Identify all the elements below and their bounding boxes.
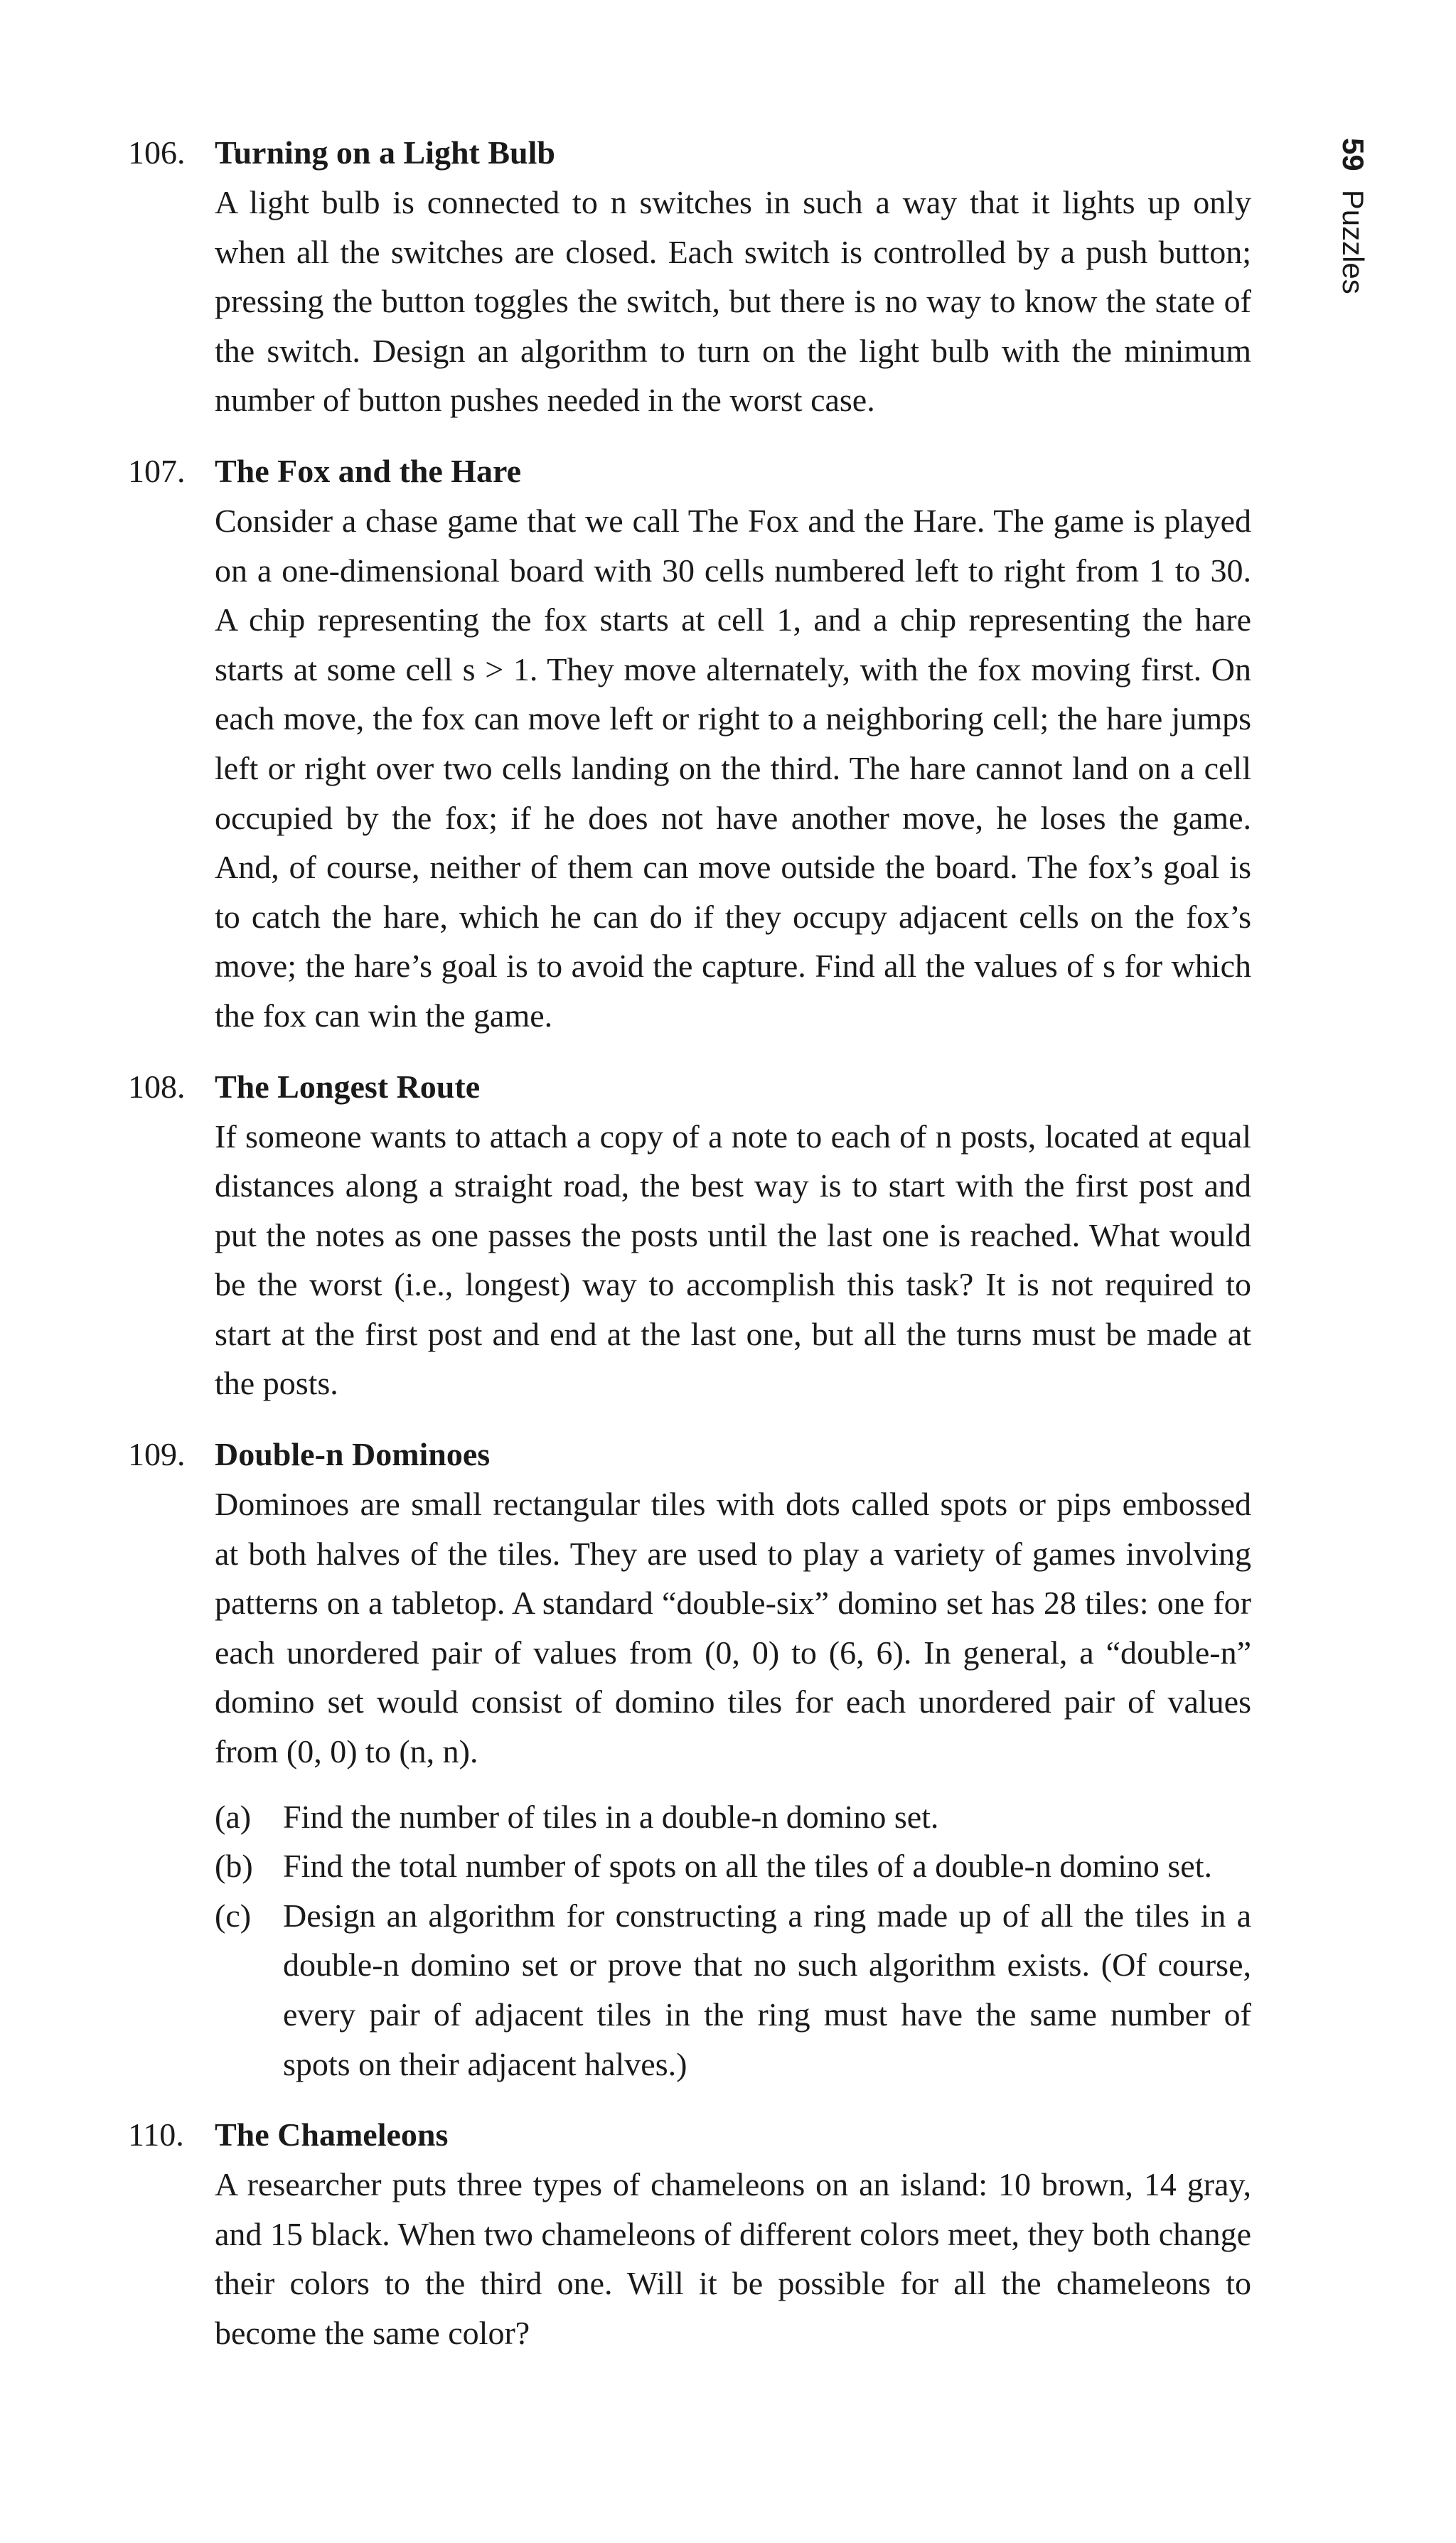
- sub-question-a: [215, 1792, 1251, 1842]
- problem-text: Dominoes are small rectangular tiles with dots called spots or pips embossed at both halves of the tiles. They are used to play a variety of games involving patterns on a tabletop. A standard “double-six” domino set has 28 tiles: one for each unordered pair of values from (0, 0) to (6, 6). In general, a “double-n” domino set would consist of domino tiles for each unordered pair of values from (0, 0) to (n, n).: [215, 1486, 1251, 1770]
- problem-number: 106.: [128, 134, 186, 171]
- problem-number: 109.: [128, 1436, 186, 1473]
- problem-106: [128, 128, 1251, 425]
- problem-109: [128, 1430, 1251, 2089]
- problem-text: A researcher puts three types of chameleons on an island: 10 brown, 14 gray, and 15 black. When two chameleons of different colors meet, they both change their colors to the third one. Will it be possible for all the chameleons to become the same color?: [215, 2166, 1251, 2351]
- running-head: [1335, 138, 1371, 294]
- problem-list: [128, 128, 1251, 2379]
- problem-title: The Longest Route: [215, 1068, 481, 1105]
- problem-text: A light bulb is connected to n switches in such a way that it lights up only when all the switches are closed. Each switch is controlled by a push button; pressing the button toggles the switch, but there is no way to know the state of the switch. Design an algorithm to turn on the light bulb with the minimum number of button pushes needed in the worst case.: [215, 184, 1251, 419]
- problem-number: 107.: [128, 452, 186, 489]
- sub-question-text: Find the total number of spots on all the tiles of a double-n domino set.: [283, 1848, 1212, 1885]
- problem-number: 108.: [128, 1068, 186, 1105]
- sub-question-label: (c): [215, 1897, 252, 1934]
- problem-text: If someone wants to attach a copy of a note to each of n posts, located at equal distances along a straight road, the best way is to start with the first post and put the notes as one passes the posts until the last one is reached. What would be the worst (i.e., longest) way to accomplish this task? It is not required to start at the first post and end at the last one, but all the turns must be made at the posts.: [215, 1118, 1251, 1402]
- problem-title: The Chameleons: [215, 2116, 449, 2153]
- sub-question-text: Find the number of tiles in a double-n domino set.: [283, 1798, 939, 1835]
- problem-text: Consider a chase game that we call The Fox and the Hare. The game is played on a one-dimensional board with 30 cells numbered left to right from 1 to 30. A chip representing the fox starts at cell 1, and a chip representing the hare starts at some cell s > 1. They move alternately, with the fox moving first. On each move, the fox can move left or right to a neighboring cell; the hare jumps left or right over two cells landing on the third. The hare cannot land on a cell occupied by the fox; if he does not have another move, he loses the game. And, of course, neither of them can move outside the board. The fox’s goal is to catch the hare, which he can do if they occupy adjacent cells on the fox’s move; the hare’s goal is to avoid the capture. Find all the values of s for which the fox can win the game.: [215, 502, 1251, 1034]
- sub-question-list: [215, 1792, 1251, 2089]
- problem-title: Turning on a Light Bulb: [215, 134, 555, 171]
- problem-title: The Fox and the Hare: [215, 452, 522, 489]
- problem-title: Double-n Dominoes: [215, 1436, 491, 1473]
- problem-108: [128, 1062, 1251, 1409]
- page-number: 59: [1337, 138, 1370, 171]
- problem-107: [128, 446, 1251, 1041]
- problem-number: 110.: [128, 2116, 184, 2153]
- sub-question-label: (a): [215, 1798, 252, 1835]
- section-title: Puzzles: [1337, 189, 1370, 294]
- sub-question-c: [215, 1891, 1251, 2089]
- sub-question-b: [215, 1841, 1251, 1891]
- sub-question-label: (b): [215, 1848, 253, 1885]
- sub-question-text: Design an algorithm for constructing a ring made up of all the tiles in a double-n domino set or prove that no such algorithm exists. (Of course, every pair of adjacent tiles in the ring must have the same number of spots on their adjacent halves.): [283, 1897, 1251, 2082]
- problem-110: [128, 2110, 1251, 2357]
